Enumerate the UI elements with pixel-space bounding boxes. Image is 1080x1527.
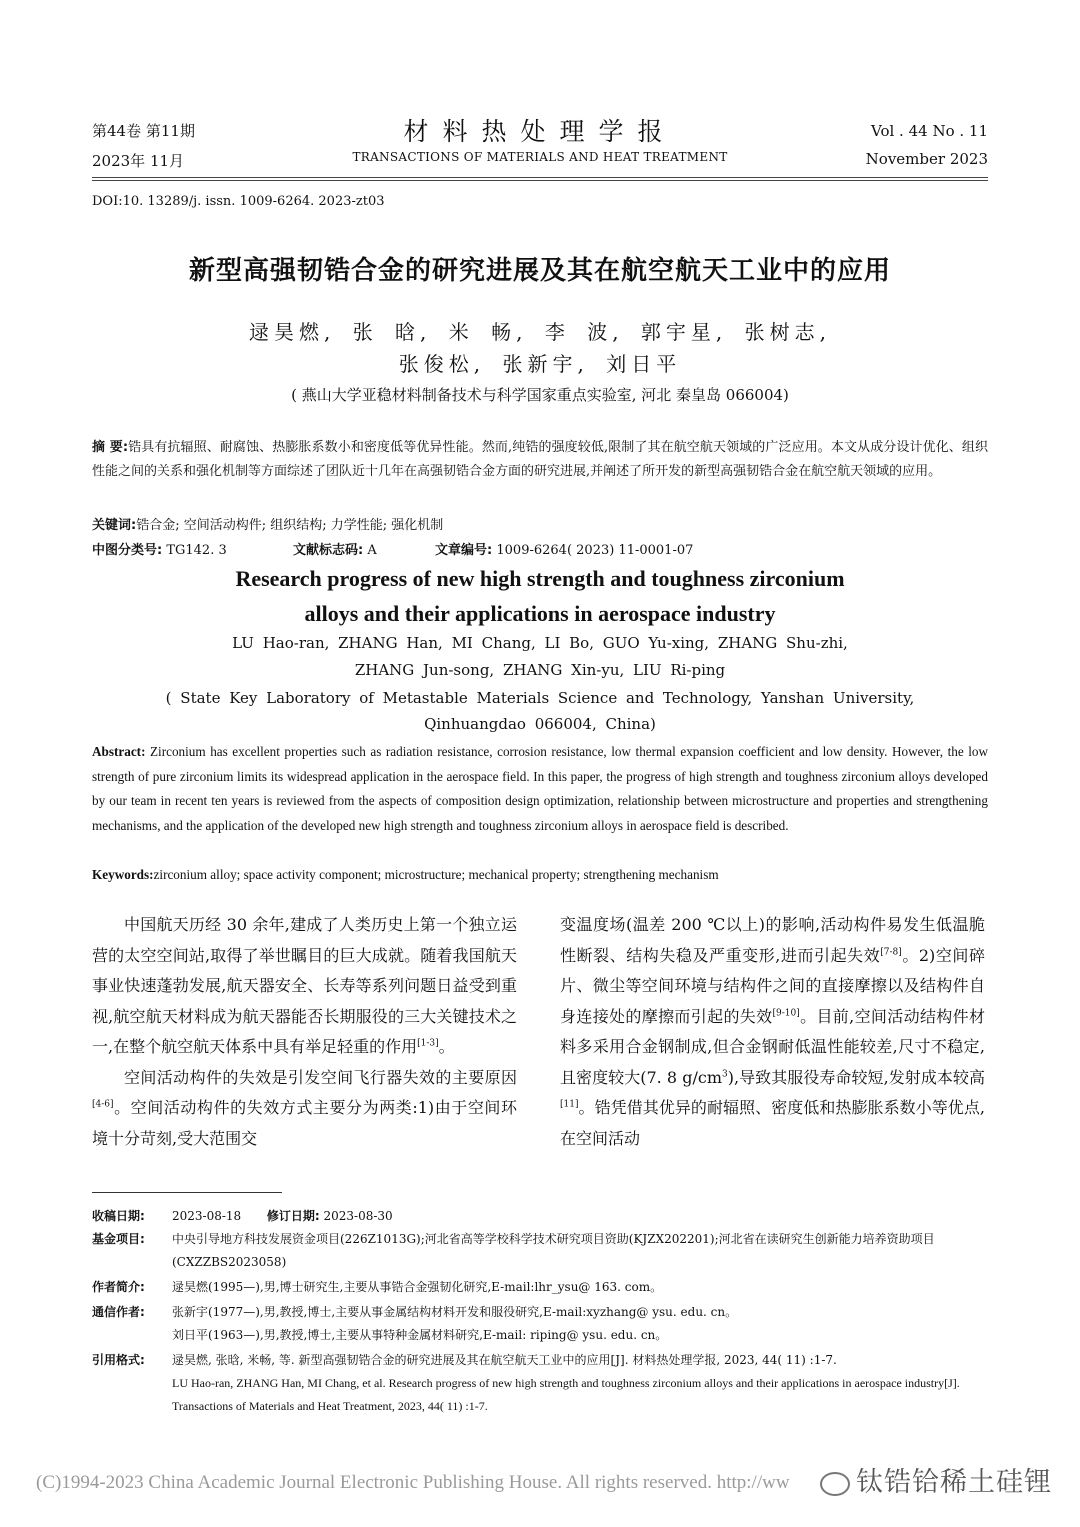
footnote-dates (92, 1205, 988, 1228)
affiliation-cn: ( 燕山大学亚稳材料制备技术与科学国家重点实验室, 河北 秦皇岛 066004) (291, 386, 789, 404)
superscript-3: 3 (722, 1069, 728, 1080)
citation-cn: 逯昊燃, 张晗, 米畅, 等. 新型高强韧锆合金的研究进展及其在航空航天工业中的应用[J]. 材料热处理学报, 2023, 44( 11) :1-7. (172, 1353, 837, 1367)
citation-label: 引用格式: (92, 1353, 145, 1367)
abstract-cn-text: 锆具有抗辐照、耐腐蚀、热膨胀系数小和密度低等优异性能。然而,纯锆的强度较低,限制了其在航空航天领域的广泛应用。本文从成分设计优化、组织性能之间的关系和强化机制等方面综述了团队近十几年在高强韧锆合金方面的研究进展,并阐述了所开发的新型高强韧锆合金在航空航天领域的应用。 (92, 440, 988, 479)
article-no-value: 1009-6264( 2023) 11-0001-07 (492, 543, 694, 558)
header-rule-2 (92, 180, 988, 181)
dates-value (172, 1205, 988, 1228)
date-cn: 2023年 11月 (92, 152, 185, 170)
body-r-t5: 。锆凭借其优异的耐辐照、密度低和热膨胀系数小等优点,在空间活动 (560, 1098, 985, 1148)
author-value: 逯昊燃(1995—),男,博士研究生,主要从事锆合金强韧化研究,E-mail:lhr_ysu@ 163. com。 (172, 1280, 663, 1294)
received-label: 收稿日期: (92, 1209, 145, 1223)
watermark (820, 1460, 1052, 1499)
author-label: 作者简介: (92, 1280, 145, 1294)
doc-code-value: A (363, 543, 377, 558)
keywords-en-text: zirconium alloy; space activity component; microstructure; mechanical property; strengthening mechanism (153, 867, 719, 882)
keywords-cn (92, 514, 988, 538)
volume-issue-en: Vol . 44 No . 11 (871, 122, 988, 140)
body-paragraph-3 (560, 910, 985, 1154)
keywords-cn-label: 关键词: (92, 518, 137, 533)
body-column-right (560, 910, 985, 1154)
footnote-fund (92, 1228, 988, 1274)
citation-ref: [11] (560, 1099, 579, 1110)
article-title-cn: 新型高强韧锆合金的研究进展及其在航空航天工业中的应用 (188, 256, 891, 286)
abstract-en-label: Abstract: (92, 744, 146, 759)
citation-ref: [1-3] (417, 1038, 439, 1049)
article-title-en-line2: alloys and their applications in aerospace industry (304, 601, 776, 626)
abstract-en-text: Zirconium has excellent properties such as radiation resistance, corrosion resistance, low thermal expansion coefficient and low density. However, the low strength of pure zirconium limits its widespread application in the aerospace field. In this paper, the progress of high strength and toughness zirconium alloys developed by our team in recent ten years is reviewed from the aspects of composition design optimization, relationship between microstructure and properties and strengthening mechanisms, and the application of the developed new high strength and toughness zirconium alloys in aerospace field is described. (92, 744, 988, 833)
abstract-cn (92, 436, 988, 484)
body-r-t3: 。目前,空间活动结构件材料多采用合金钢制成,但合金钢耐低温性能较差,尺寸不稳定,且密度较大(7. 8 g/cm (560, 1006, 985, 1087)
clc-value: TG142. 3 (162, 543, 227, 558)
body-r-t4: ),导致其服役寿命较短,发射成本较高 (727, 1067, 985, 1087)
article-title-en-line1: Research progress of new high strength and toughness zirconium (235, 566, 845, 591)
received-date: 2023-08-18 (172, 1209, 242, 1223)
journal-title-en: TRANSACTIONS OF MATERIALS AND HEAT TREATMENT (352, 150, 728, 164)
affiliation-en-line1: ( State Key Laboratory of Metastable Materials Science and Technology, Yanshan University, (165, 689, 915, 707)
revised-label: 修订日期: (266, 1209, 320, 1223)
body-column-left (92, 910, 517, 1154)
fund-label: 基金项目: (92, 1232, 145, 1246)
citation-ref: [4-6] (92, 1099, 114, 1110)
date-en: November 2023 (865, 150, 988, 168)
footnotes (92, 1205, 988, 1418)
abstract-en (92, 740, 988, 838)
authors-cn-line1: 逯昊燃, 张 晗, 米 畅, 李 波, 郭宇星, 张树志, (248, 320, 831, 344)
body-p2-text: 空间活动构件的失效是引发空间飞行器失效的主要原因 (124, 1067, 517, 1087)
wechat-icon (820, 1472, 850, 1496)
footnote-citation (92, 1349, 988, 1418)
affiliation-en-line2: Qinhuangdao 066004, China) (424, 715, 656, 733)
copyright-notice: (C)1994-2023 China Academic Journal Electronic Publishing House. All rights reserved. http://ww (36, 1472, 790, 1493)
citation-ref: [7-8] (880, 947, 902, 958)
article-no-label: 文章编号: (435, 543, 493, 558)
body-p1-text: 中国航天历经 30 余年,建成了人类历史上第一个独立运营的太空空间站,取得了举世瞩目的巨大成就。随着我国航天事业快速蓬勃发展,航天器安全、长寿等系列问题日益受到重视,航空航天材料成为航天器能否长期服役的三大关键技术之一,在整个航空航天体系中具有举足轻重的作用 (92, 915, 517, 1056)
volume-issue-cn: 第44卷 第11期 (92, 122, 195, 140)
corresponding-value (172, 1301, 988, 1347)
citation-en: LU Hao-ran, ZHANG Han, MI Chang, et al. Research progress of new high strength and toughness zirconium alloys and their applications in aerospace industry[J]. Transactions of Materials and Heat Treatment, 2023, 44( 11) :1-7. (172, 1376, 960, 1413)
journal-title-cn: 材料热处理学报 (403, 117, 677, 146)
body-p1-end: 。 (438, 1037, 455, 1056)
footnote-corresponding (92, 1301, 988, 1347)
revised-date: 2023-08-30 (323, 1209, 393, 1223)
body-p2-end: 。空间活动构件的失效方式主要分为两类:1)由于空间环境十分苛刻,受大范围交 (92, 1098, 517, 1148)
footnote-rule (92, 1192, 282, 1193)
doi: DOI:10. 13289/j. issn. 1009-6264. 2023-zt03 (92, 194, 385, 209)
watermark-text: 钛锆铪稀土硅锂 (856, 1467, 1052, 1498)
authors-en-line2: ZHANG Jun-song, ZHANG Xin-yu, LIU Ri-ping (354, 661, 726, 679)
header-rule (92, 177, 988, 178)
keywords-cn-text: 锆合金; 空间活动构件; 组织结构; 力学性能; 强化机制 (136, 518, 444, 533)
fund-value: 中央引导地方科技发展资金项目(226Z1013G);河北省高等学校科学技术研究项目资助(KJZX202201);河北省在读研究生创新能力培养资助项目(CXZZBS2023058) (172, 1232, 935, 1269)
keywords-en (92, 863, 988, 888)
doc-code-label: 文献标志码: (293, 543, 364, 558)
body-r-t1: 变温度场(温差 200 ℃以上)的影响,活动构件易发生低温脆性断裂、结构失稳及严重变形,进而引起失效 (560, 915, 985, 965)
body-paragraph-2 (92, 1063, 517, 1155)
citation-value (172, 1349, 988, 1418)
citation-ref: [9-10] (772, 1008, 800, 1019)
clc-label: 中图分类号: (92, 543, 163, 558)
corresponding-author-2: 刘日平(1963—),男,教授,博士,主要从事特种金属材料研究,E-mail: riping@ ysu. edu. cn。 (172, 1328, 668, 1342)
keywords-en-label: Keywords: (92, 867, 154, 882)
body-paragraph-1 (92, 910, 517, 1063)
abstract-cn-label: 摘 要: (92, 440, 129, 455)
corresponding-author-1: 张新宇(1977—),男,教授,博士,主要从事金属结构材料开发和服役研究,E-mail:xyzhang@ ysu. edu. cn。 (172, 1305, 738, 1319)
authors-cn-line2: 张俊松, 张新宇, 刘日平 (398, 352, 682, 376)
authors-en-line1: LU Hao-ran, ZHANG Han, MI Chang, LI Bo, GUO Yu-xing, ZHANG Shu-zhi, (232, 634, 848, 652)
classification-row (92, 539, 988, 563)
corresponding-label: 通信作者: (92, 1305, 145, 1319)
footnote-author (92, 1276, 988, 1299)
body-r-t2: 。2)空间碎片、微尘等空间环境与结构件之间的直接摩擦以及结构件自身连接处的摩擦而引起的失效 (560, 945, 985, 1026)
